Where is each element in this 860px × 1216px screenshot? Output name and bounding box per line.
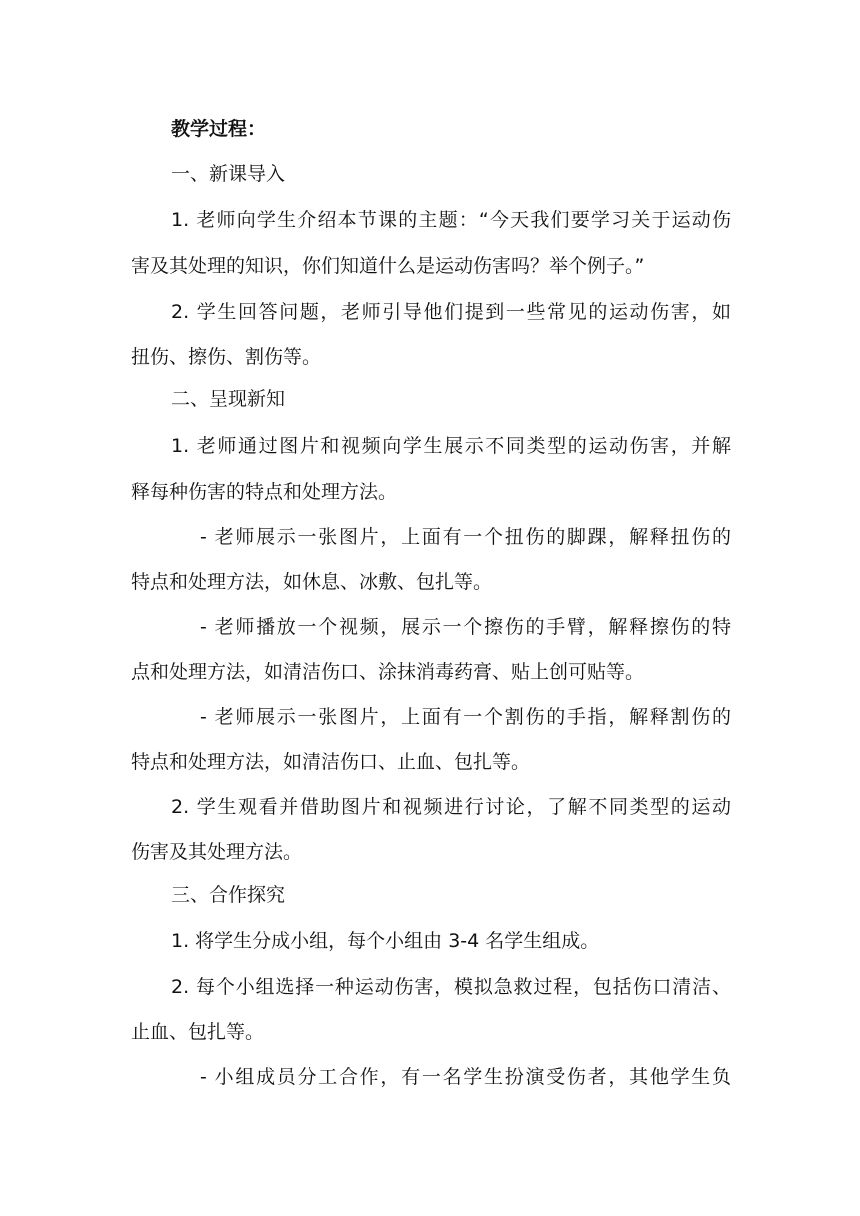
paragraph-line: - 老师展示一张图片，上面有一个割伤的手指，解释割伤的: [200, 706, 731, 728]
paragraph-line: 释每种伤害的特点和处理方法。: [131, 481, 398, 503]
section-heading-new-knowledge: 二、呈现新知: [171, 388, 286, 410]
paragraph-line: 2. 每个小组选择一种运动伤害，模拟急救过程，包括伤口清洁、: [171, 976, 731, 998]
paragraph-line: - 老师播放一个视频，展示一个擦伤的手臂，解释擦伤的特: [200, 616, 731, 638]
paragraph-line: 特点和处理方法，如休息、冰敷、包扎等。: [131, 571, 493, 593]
paragraph-line: 伤害及其处理方法。: [131, 841, 303, 863]
paragraph-line: - 老师展示一张图片，上面有一个扭伤的脚踝，解释扭伤的: [200, 526, 731, 548]
paragraph-line: 特点和处理方法，如清洁伤口、止血、包扎等。: [131, 751, 531, 773]
paragraph-line: 1. 将学生分成小组，每个小组由 3-4 名学生组成。: [171, 930, 600, 952]
paragraph-line: 扭伤、擦伤、割伤等。: [131, 346, 322, 368]
paragraph-line: 1. 老师通过图片和视频向学生展示不同类型的运动伤害，并解: [171, 435, 731, 457]
paragraph-line: 止血、包扎等。: [131, 1021, 265, 1043]
section-heading-cooperation: 三、合作探究: [171, 884, 286, 906]
paragraph-line: 2. 学生回答问题，老师引导他们提到一些常见的运动伤害，如: [171, 301, 731, 323]
section-title: 教学过程：: [171, 118, 267, 140]
section-heading-intro: 一、新课导入: [171, 163, 286, 185]
paragraph-line: 1. 老师向学生介绍本节课的主题：“今天我们要学习关于运动伤: [171, 209, 731, 231]
paragraph-line: 2. 学生观看并借助图片和视频进行讨论，了解不同类型的运动: [171, 796, 731, 818]
paragraph-line: - 小组成员分工合作，有一名学生扮演受伤者，其他学生负: [200, 1066, 731, 1088]
paragraph-line: 害及其处理的知识，你们知道什么是运动伤害吗？举个例子。”: [131, 255, 645, 277]
paragraph-line: 点和处理方法，如清洁伤口、涂抹消毒药膏、贴上创可贴等。: [131, 661, 645, 683]
